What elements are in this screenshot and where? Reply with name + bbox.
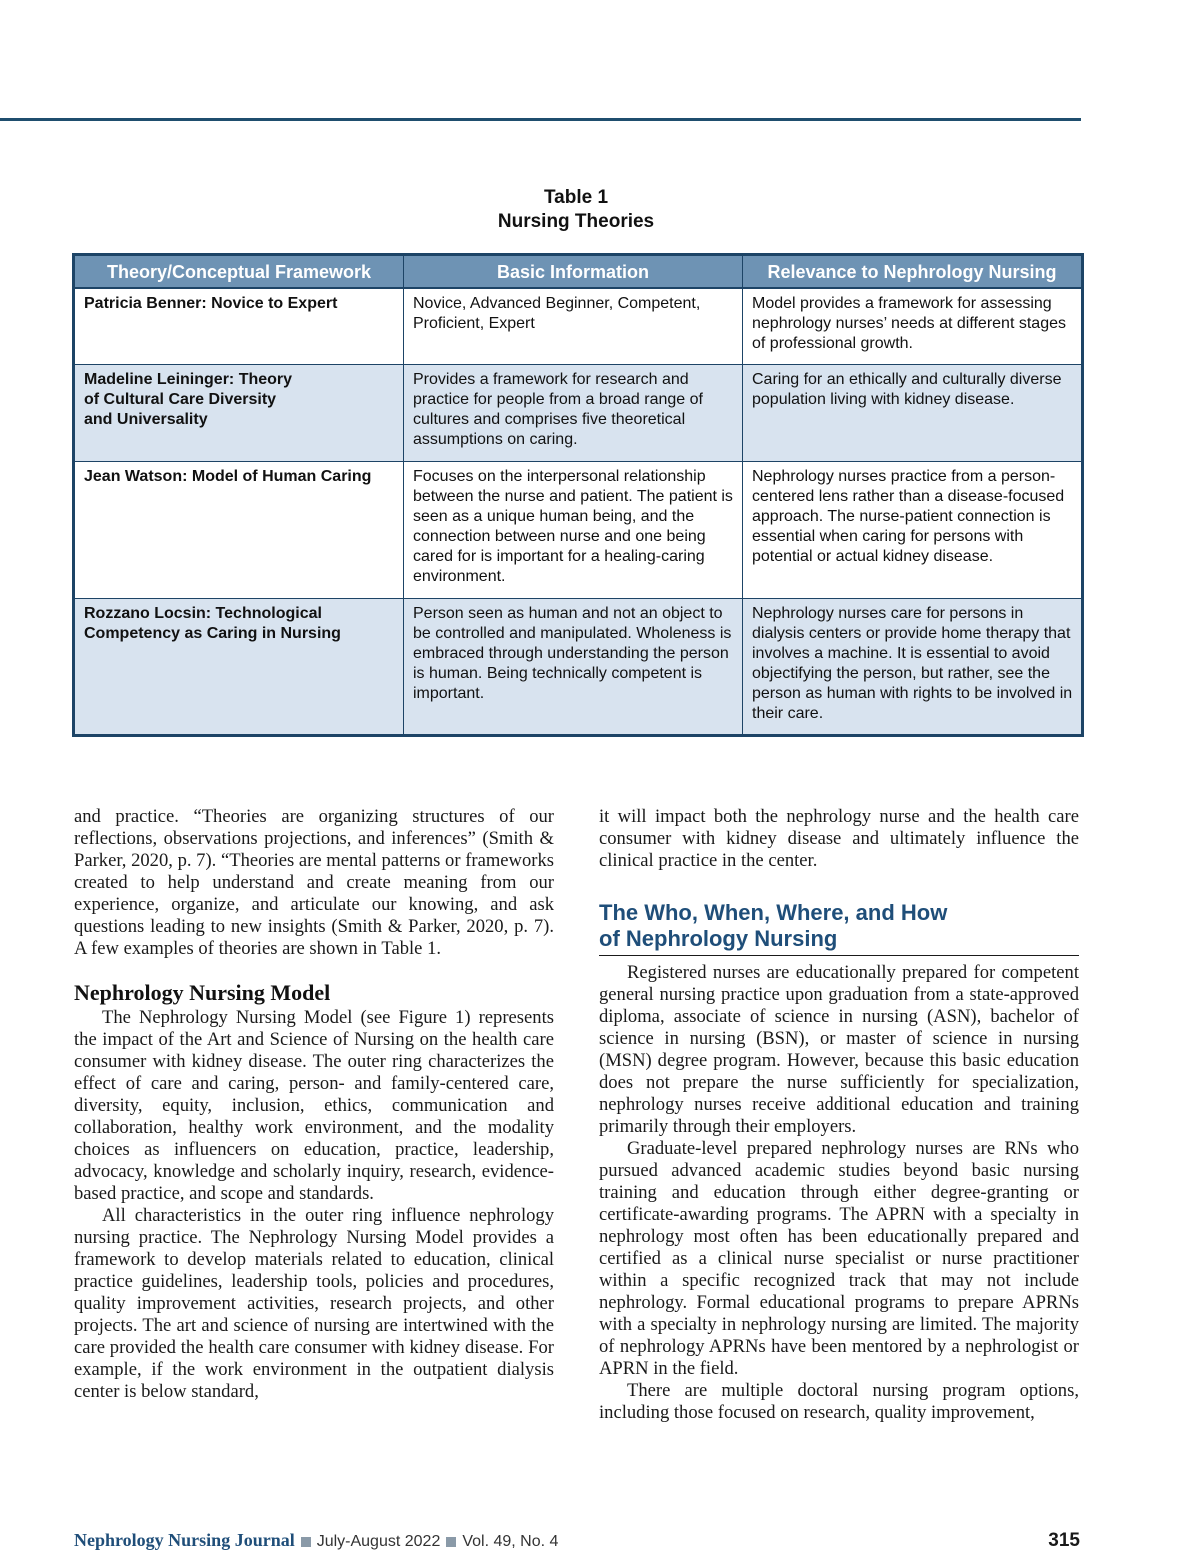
table-number: Table 1 xyxy=(543,187,609,208)
square-bullet-icon xyxy=(301,1537,311,1547)
body-paragraph: it will impact both the nephrology nurse and the health care consumer with kidney disease and ultimately influence the clinical practice in the center. xyxy=(599,806,1079,871)
right-text-column xyxy=(599,806,1079,1424)
table-row xyxy=(74,288,1083,364)
body-paragraph: Registered nurses are educationally prepared for competent general nursing practice upon graduation from a state-approved diploma, associate of science in nursing (ASN), bachelor of science in nursing (BSN), or master of science in nursing (MSN) degree program. However, because this basic education does not prepare the nurse sufficiently for specialization, nephrology nurses receive additional education and training primarily through their employers. xyxy=(599,962,1079,1137)
table-header-row xyxy=(74,255,1083,289)
body-paragraph: and practice. “Theories are organizing structures of our reflections, observations projections, and inferences” (Smith & Parker, 2020, p. 7). “Theories are mental patterns or frameworks created to help understand and create meaning from our experience, organize, and articulate our knowing, and ask questions leading to new insights (Smith & Parker, 2020, p. 7). A few examples of theories are shown in Table 1. xyxy=(74,806,554,959)
square-bullet-icon xyxy=(446,1537,456,1547)
issue-date: July-August 2022 xyxy=(316,1533,441,1550)
theory-cell: Rozzano Locsin: Technological Competency as Caring in Nursing xyxy=(74,598,404,735)
top-rule xyxy=(0,118,1081,121)
relevance-cell: Caring for an ethically and culturally diverse population living with kidney disease. xyxy=(743,364,1083,461)
theory-cell: Madeline Leininger: Theory of Cultural Care Diversity and Universality xyxy=(74,364,404,461)
header-theory: Theory/Conceptual Framework xyxy=(74,255,404,289)
body-paragraph: There are multiple doctoral nursing program options, including those focused on research, quality improvement, xyxy=(599,1380,1079,1423)
relevance-cell: Model provides a framework for assessing nephrology nurses’ needs at different stages of professional growth. xyxy=(743,288,1083,364)
table-row xyxy=(74,461,1083,598)
page-footer xyxy=(74,1530,1080,1556)
journal-name: Nephrology Nursing Journal xyxy=(74,1530,295,1550)
relevance-cell: Nephrology nurses care for persons in dialysis centers or provide home therapy that involves a machine. It is essential to avoid objectifying the person, but rather, see the person as human with rights to be involved in their care. xyxy=(743,598,1083,735)
basic-info-cell: Provides a framework for research and practice for people from a broad range of cultures and comprises five theoretical assumptions on caring. xyxy=(404,364,743,461)
section-heading-who-when-where-how: The Who, When, Where, and How of Nephrology Nursing xyxy=(599,900,1079,956)
basic-info-cell: Person seen as human and not an object to be controlled and manipulated. Wholeness is embraced through understanding the person is human. Being technically competent is important. xyxy=(404,598,743,735)
header-relevance: Relevance to Nephrology Nursing xyxy=(743,255,1083,289)
header-basic-information: Basic Information xyxy=(404,255,743,289)
body-paragraph: Graduate-level prepared nephrology nurses are RNs who pursued advanced academic studies beyond basic nursing training and education through either degree-granting or certificate-awarding programs. The APRN with a specialty in nephrology most often has been educationally prepared and certified as a clinical nurse specialist or nurse practitioner within a specific recognized track that may not include nephrology. Formal educational programs to prepare APRNs with a specialty in nephrology nursing are limited. The majority of nephrology APRNs have been mentored by a nephrologist or APRN in the field. xyxy=(599,1138,1079,1379)
basic-info-cell: Novice, Advanced Beginner, Competent, Proficient, Expert xyxy=(404,288,743,364)
relevance-cell: Nephrology nurses practice from a person-centered lens rather than a disease-focused approach. The nurse-patient connection is essential when caring for persons with potential or actual kidney disease. xyxy=(743,461,1083,598)
table-row xyxy=(74,598,1083,735)
page-number: 315 xyxy=(1048,1530,1080,1551)
volume-number: Vol. 49, No. 4 xyxy=(462,1533,559,1550)
theory-cell: Patricia Benner: Novice to Expert xyxy=(74,288,404,364)
section-heading-nephrology-nursing-model: Nephrology Nursing Model xyxy=(74,980,331,1005)
left-text-column xyxy=(74,806,554,1403)
table-row xyxy=(74,364,1083,461)
table-title: Nursing Theories xyxy=(497,211,655,232)
basic-info-cell: Focuses on the interpersonal relationship between the nurse and patient. The patient is seen as a unique human being, and the connection between nurse and one being cared for is important for a healing-caring environment. xyxy=(404,461,743,598)
body-paragraph: All characteristics in the outer ring influence nephrology nursing practice. The Nephrology Nursing Model provides a framework to develop materials related to education, clinical practice guidelines, leadership tools, policies and procedures, quality improvement activities, research projects, and other projects. The art and science of nursing are intertwined with the care provided the health care consumer with kidney disease. For example, if the work environment in the outpatient dialysis center is below standard, xyxy=(74,1205,554,1402)
theory-cell: Jean Watson: Model of Human Caring xyxy=(74,461,404,598)
body-paragraph: The Nephrology Nursing Model (see Figure 1) represents the impact of the Art and Science of Nursing on the health care consumer with kidney disease. The outer ring characterizes the effect of care and caring, person- and family-centered care, diversity, equity, inclusion, ethics, communication and collaboration, healthy work environment, and the modality choices as influencers on education, practice, leadership, advocacy, knowledge and scholarly inquiry, research, evidence-based practice, and scope and standards. xyxy=(74,1007,554,1204)
nursing-theories-table xyxy=(72,253,1084,737)
